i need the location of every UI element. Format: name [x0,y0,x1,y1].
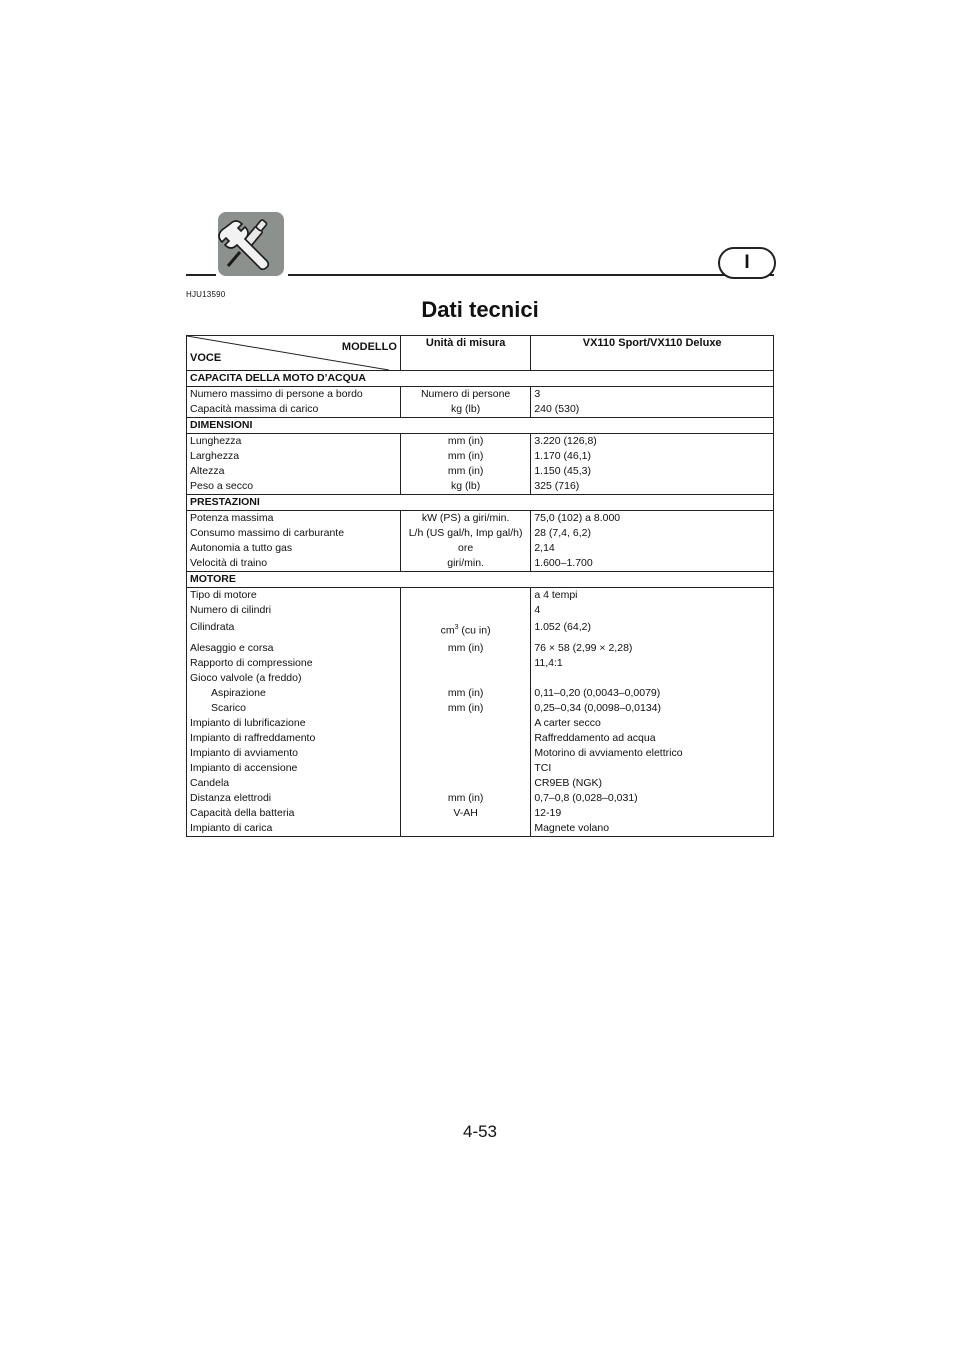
row-item: Lunghezza [187,434,401,450]
header-model-label: MODELLO [341,341,397,353]
row-value: 0,11–0,20 (0,0043–0,0079) [534,686,661,699]
table-row [187,641,774,656]
row-item: Larghezza [187,449,401,464]
table-row [187,618,774,641]
row-item: Rapporto di compressione [187,656,401,671]
row-unit [400,671,530,686]
row-item: Numero massimo di persone a bordo [187,387,401,403]
row-item: Autonomia a tutto gas [187,541,401,556]
table-row [187,541,774,556]
row-item: Cilindrata [187,618,401,641]
row-item: Impianto di carica [187,821,401,837]
unit-main: cm [440,624,455,637]
row-unit: kg (lb) [400,402,530,418]
table-row [187,716,774,731]
section-row [187,418,774,434]
row-item: Impianto di raffreddamento [187,731,401,746]
row-unit: mm (in) [400,791,530,806]
row-unit: V-AH [400,806,530,821]
row-unit [400,588,530,604]
row-item: Numero di cilindri [187,603,401,618]
row-value: 12-19 [534,806,562,819]
unit-rest: (cu in) [458,624,491,637]
row-item: Scarico [187,701,401,716]
row-unit: giri/min. [400,556,530,572]
row-unit [400,731,530,746]
table-row [187,434,774,450]
row-unit: kg (lb) [400,479,530,495]
table-row [187,761,774,776]
row-value: 1.150 (45,3) [534,465,591,477]
row-value: 2,14 [534,542,555,554]
row-unit: kW (PS) a giri/min. [400,511,530,527]
page-title: Dati tecnici [421,297,539,322]
row-item: Altezza [187,464,401,479]
row-value: 325 (716) [534,480,580,492]
row-unit [400,776,530,791]
table-row [187,791,774,806]
table-row [187,806,774,821]
row-value: A carter secco [534,716,601,729]
specifications-table [186,335,774,837]
section-title: MOTORE [187,572,774,588]
row-value: 11,4:1 [534,656,563,669]
row-value: 1.600–1.700 [534,557,593,569]
row-item: Impianto di avviamento [187,746,401,761]
row-unit [400,746,530,761]
row-item: Capacità della batteria [187,806,401,821]
row-item: Impianto di lubrificazione [187,716,401,731]
row-value: 3.220 (126,8) [534,435,597,447]
table-row [187,449,774,464]
table-row [187,656,774,671]
row-value: Magnete volano [534,821,610,834]
language-badge: I [718,247,776,279]
table-row [187,821,774,837]
table-row [187,746,774,761]
row-value: 75,0 (102) a 8.000 [534,512,621,524]
row-unit: mm (in) [400,449,530,464]
row-item: Alesaggio e corsa [187,641,401,656]
section-row [187,572,774,588]
row-unit: mm (in) [400,464,530,479]
table-row [187,776,774,791]
section-row [187,495,774,511]
table-row [187,731,774,746]
row-value: 240 (530) [534,403,580,415]
row-item: Tipo di motore [187,588,401,604]
unit-superscript: 3 [454,624,459,631]
row-unit: mm (in) [400,701,530,716]
table-row [187,671,774,686]
row-value: 0,7–0,8 (0,028–0,031) [534,791,638,804]
tools-icon [218,212,284,276]
table-row [187,603,774,618]
row-value: 0,25–0,34 (0,0098–0,0134) [534,701,662,714]
row-unit: L/h (US gal/h, Imp gal/h) [400,526,530,541]
table-row [187,588,774,604]
row-value: 1.170 (46,1) [534,450,591,462]
row-item: Impianto di accensione [187,761,401,776]
row-unit [400,656,530,671]
table-row [187,479,774,495]
row-value: 3 [534,388,541,400]
row-unit: mm (in) [400,686,530,701]
table-row [187,402,774,418]
table-body [187,371,774,837]
page-number: 4-53 [462,1122,498,1141]
row-unit: Numero di persone [400,387,530,403]
section-code: HJU13590 [186,290,226,299]
table-row [187,701,774,716]
row-item: Gioco valvole (a freddo) [187,671,401,686]
header-rule-right [288,274,774,276]
header-rule-left [186,274,216,276]
header-unit: Unità di misura [400,336,530,371]
row-item: Potenza massima [187,511,401,527]
table-row [187,511,774,527]
row-item: Velocità di traino [187,556,401,572]
row-item: Candela [187,776,401,791]
row-item: Distanza elettrodi [187,791,401,806]
table-row [187,686,774,701]
row-unit: mm (in) [400,434,530,450]
row-item: Peso a secco [187,479,401,495]
row-unit: mm (in) [400,641,530,656]
table-row [187,526,774,541]
section-title: CAPACITA DELLA MOTO D’ACQUA [187,371,774,387]
row-item: Capacità massima di carico [187,402,401,418]
table-row [187,556,774,572]
table-header-row [187,336,774,371]
row-value: Motorino di avviamento elettrico [534,746,683,759]
row-unit: ore [400,541,530,556]
row-value: 4 [534,604,541,616]
section-row [187,371,774,387]
table-row [187,464,774,479]
header-value: VX110 Sport/VX110 Deluxe [531,336,774,371]
row-unit [400,761,530,776]
row-value: 76 × 58 (2,99 × 2,28) [534,641,633,654]
row-value: TCI [534,761,552,774]
row-value: 28 (7,4, 6,2) [534,527,591,539]
row-item: Aspirazione [187,686,401,701]
section-title: DIMENSIONI [187,418,774,434]
row-unit [400,716,530,731]
row-value: a 4 tempi [534,589,578,601]
section-title: PRESTAZIONI [187,495,774,511]
row-unit [400,618,530,641]
row-unit [400,821,530,837]
row-value [531,671,774,686]
row-value: 1.052 (64,2) [534,621,591,633]
row-value: CR9EB (NGK) [534,776,603,789]
row-value: Raffreddamento ad acqua [534,731,656,744]
header-diagonal-cell [187,336,401,371]
table-row [187,387,774,403]
header-item-label: VOCE [190,352,222,364]
row-item: Consumo massimo di carburante [187,526,401,541]
row-unit [400,603,530,618]
